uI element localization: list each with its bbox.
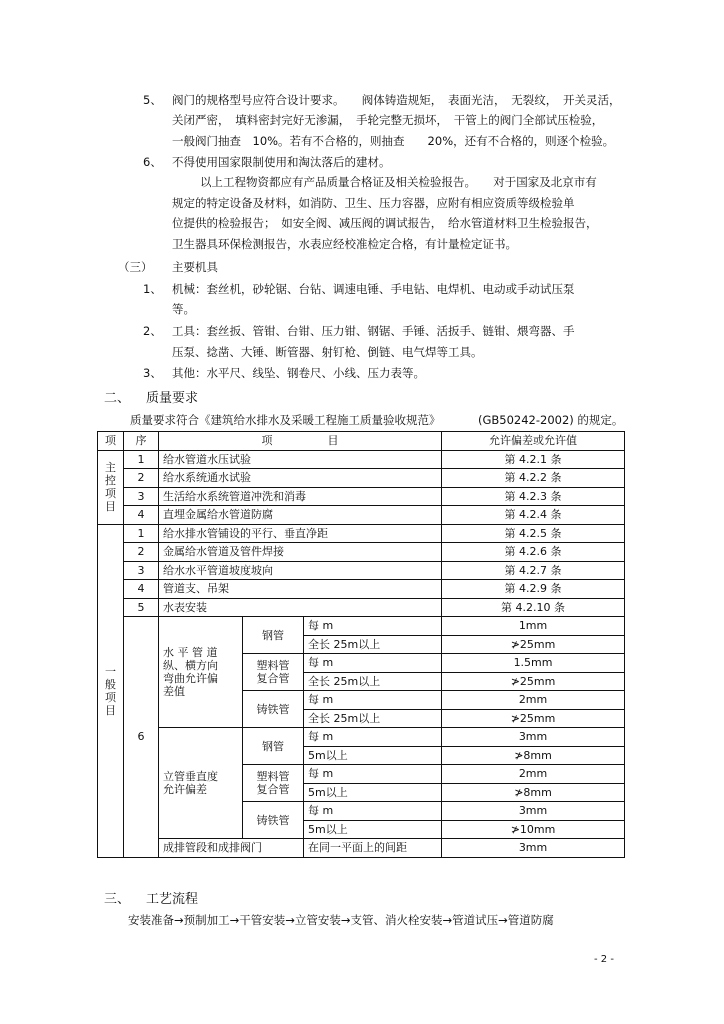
table-cell: 给水管道水压试验 — [159, 450, 442, 469]
table-cell: 给水水平管道坡度坡向 — [159, 561, 442, 580]
section-3-number: （三） — [118, 260, 153, 274]
cell-text-line: 主 — [105, 461, 116, 474]
header-item: 项 — [98, 432, 124, 451]
table-cell: 水表安装 — [159, 598, 442, 617]
process-flow: 安装准备→预制加工→干管安装→立管安装→支管、消火栓安装→管道试压→管道防腐 — [128, 913, 554, 927]
horizontal-pipe-label — [159, 617, 243, 728]
cell-text-line: 塑料管 — [256, 770, 290, 783]
table-cell: 全长 25m以上 — [304, 709, 442, 728]
table-cell: 5m以上 — [304, 746, 442, 765]
item-5-number: 5、 — [143, 93, 162, 107]
tool-1-number: 1、 — [143, 282, 162, 296]
table-cell: 给水系统通水试验 — [159, 469, 442, 488]
table-cell: 3 — [124, 487, 159, 506]
cell-text-line: 差值 — [163, 685, 185, 698]
item-6-line-5: 卫生器具环保检测报告，水表应经校准检定合格，有计量检定证书。 — [172, 237, 517, 251]
cell-text-line: 般 — [105, 677, 116, 691]
vertical-pipe-label — [159, 728, 243, 839]
item-6-line-3: 规定的特定设备及材料，如消防、卫生、压力容器，应附有相应资质等级检验单 — [172, 196, 575, 210]
cell-text-line: 立管垂直度 — [163, 770, 218, 783]
table-cell: 第 4.2.10 条 — [442, 598, 625, 617]
item-6-line-2: 以上工程物资都应有产品质量合格证及相关检验报告。 对于国家及北京市有 — [200, 175, 597, 189]
table-row — [98, 839, 625, 858]
table-cell: 给水排水管铺设的平行、垂直净距 — [159, 524, 442, 543]
table-row — [98, 543, 625, 562]
table-cell: 5m以上 — [304, 820, 442, 839]
table-cell: 第 4.2.2 条 — [442, 469, 625, 488]
table-cell: 5 — [124, 598, 159, 617]
pipe-plastic-composite-h — [243, 654, 304, 691]
table-cell: 第 4.2.9 条 — [442, 580, 625, 599]
item-5-line-3: 一般阀门抽查 10%。若有不合格的，则抽查 20%，还有不合格的，则逐个检验。 — [172, 134, 615, 148]
table-cell: 第 4.2.1 条 — [442, 450, 625, 469]
table-cell: 1 — [124, 450, 159, 469]
process-section-number: 三、 — [104, 892, 131, 907]
general-group-label — [98, 524, 124, 857]
tool-2-line-2: 压泵、捻凿、大锤、断管器、射钉枪、倒链、电气焊等工具。 — [172, 345, 483, 359]
table-cell: 第 4.2.4 条 — [442, 506, 625, 525]
table-row — [98, 524, 625, 543]
item-5-line-1: 阀门的规格型号应符合设计要求。 阀体铸造规矩， 表面光洁， 无裂纹， 开关灵活， — [172, 93, 621, 107]
table-cell: 2mm — [442, 691, 625, 710]
tool-1-line-1: 机械：套丝机，砂轮锯、台钻、调速电锤、手电钻、电焊机、电动或手动试压泵 — [172, 282, 575, 296]
table-row — [98, 617, 625, 636]
table-cell: 第 4.2.3 条 — [442, 487, 625, 506]
table-cell: 每 m — [304, 728, 442, 747]
cell-text-line: 水 平 管 道 — [163, 646, 218, 659]
tool-2-number: 2、 — [143, 324, 162, 338]
table-cell: 生活给水系统管道冲洗和消毒 — [159, 487, 442, 506]
header-seq: 序 — [124, 432, 159, 451]
tool-3-line-1: 其他：水平尺、线坠、钢卷尺、小线、压力表等。 — [172, 366, 425, 380]
table-cell: 每 m — [304, 654, 442, 673]
table-row — [98, 487, 625, 506]
quality-section-number: 二、 — [104, 391, 131, 406]
table-cell: 每 m — [304, 691, 442, 710]
cell-text-line: 目 — [105, 703, 116, 717]
quality-section-title: 质量要求 — [146, 391, 199, 406]
header-tolerance: 允许偏差或允许值 — [442, 432, 625, 451]
table-cell: 4 — [124, 580, 159, 599]
quality-table — [97, 431, 625, 858]
cell-text-line: 项 — [105, 690, 116, 704]
table-cell: 1mm — [442, 617, 625, 636]
cell-text-line: 目 — [105, 500, 116, 513]
table-row — [98, 728, 625, 747]
cell-text-line: 复合管 — [256, 672, 290, 685]
table-cell: ≯25mm — [442, 635, 625, 654]
table-row — [98, 506, 625, 525]
table-cell: 直埋金属给水管道防腐 — [159, 506, 442, 525]
item-6-number: 6、 — [143, 155, 162, 169]
cell-text-line: 复合管 — [256, 783, 290, 796]
table-cell: 2mm — [442, 765, 625, 784]
cell-text-line: 允许偏差 — [163, 783, 207, 796]
table-cell: 3mm — [442, 839, 625, 858]
table-cell: 3mm — [442, 802, 625, 821]
quality-standard: (GB50242-2002) 的规定。 — [478, 413, 624, 427]
table-row — [98, 561, 625, 580]
table-cell: 4 — [124, 506, 159, 525]
table-cell: 第 4.2.6 条 — [442, 543, 625, 562]
page-number: - 2 - — [594, 954, 614, 965]
main-control-group-label — [98, 450, 124, 524]
pipe-plastic-composite-v — [243, 765, 304, 802]
section-3-title: 主要机具 — [172, 260, 218, 274]
table-cell: 第 4.2.7 条 — [442, 561, 625, 580]
cell-text-line: 一 — [105, 664, 116, 678]
table-cell: ≯25mm — [442, 672, 625, 691]
table-row — [98, 580, 625, 599]
table-cell: 3 — [124, 561, 159, 580]
table-cell: 每 m — [304, 617, 442, 636]
pipe-steel-v: 钢管 — [243, 728, 304, 765]
table-cell: 2 — [124, 543, 159, 562]
cell-text-line: 纵、横方向 — [163, 659, 218, 672]
table-cell: 每 m — [304, 802, 442, 821]
cell-text-line: 塑料管 — [256, 659, 290, 672]
table-cell: ≯8mm — [442, 783, 625, 802]
table-cell: ≯25mm — [442, 709, 625, 728]
table-cell: 2 — [124, 469, 159, 488]
table-cell: 在同一平面上的间距 — [304, 839, 442, 858]
pipe-cast-iron-h: 铸铁管 — [243, 691, 304, 728]
pipe-steel-h: 钢管 — [243, 617, 304, 654]
item-5-line-2: 关闭严密， 填料密封完好无渗漏， 手轮完整无损坏， 干管上的阀门全部试压检验， — [172, 113, 604, 127]
table-cell: 管道支、吊架 — [159, 580, 442, 599]
table-cell: 每 m — [304, 765, 442, 784]
cell-text-line: 弯曲允许偏 — [163, 672, 218, 685]
cell-text-line: 控 — [105, 474, 116, 487]
tool-2-line-1: 工具：套丝扳、管钳、台钳、压力钳、钢锯、手锤、活扳手、链钳、煨弯器、手 — [172, 324, 575, 338]
process-section-title: 工艺流程 — [146, 892, 199, 907]
table-cell: 第 4.2.5 条 — [442, 524, 625, 543]
table-cell: 5m以上 — [304, 783, 442, 802]
header-project: 项 目 — [159, 432, 442, 451]
table-cell: 金属给水管道及管件焊接 — [159, 543, 442, 562]
table-row — [98, 469, 625, 488]
cell-text-line: 项 — [105, 487, 116, 500]
item-6-seq: 6 — [124, 617, 159, 858]
item-6-line-1: 不得使用国家限制使用和淘汰落后的建材。 — [172, 155, 391, 169]
table-cell: ≯8mm — [442, 746, 625, 765]
table-header-row — [98, 432, 625, 451]
table-row — [98, 598, 625, 617]
table-cell: 全长 25m以上 — [304, 635, 442, 654]
table-cell: 全长 25m以上 — [304, 672, 442, 691]
item-6-line-4: 位提供的检验报告； 如安全阀、减压阀的调试报告， 给水管道材料卫生检验报告， — [172, 216, 598, 230]
tool-1-line-2: 等。 — [172, 302, 195, 316]
table-cell: 3mm — [442, 728, 625, 747]
quality-intro: 质量要求符合《建筑给水排水及采暖工程施工质量验收规范》 — [130, 413, 441, 427]
table-cell: 成排管段和成排阀门 — [159, 839, 304, 858]
table-cell: ≯10mm — [442, 820, 625, 839]
table-row — [98, 450, 625, 469]
table-cell: 1.5mm — [442, 654, 625, 673]
tool-3-number: 3、 — [143, 366, 162, 380]
pipe-cast-iron-v: 铸铁管 — [243, 802, 304, 839]
table-cell: 1 — [124, 524, 159, 543]
